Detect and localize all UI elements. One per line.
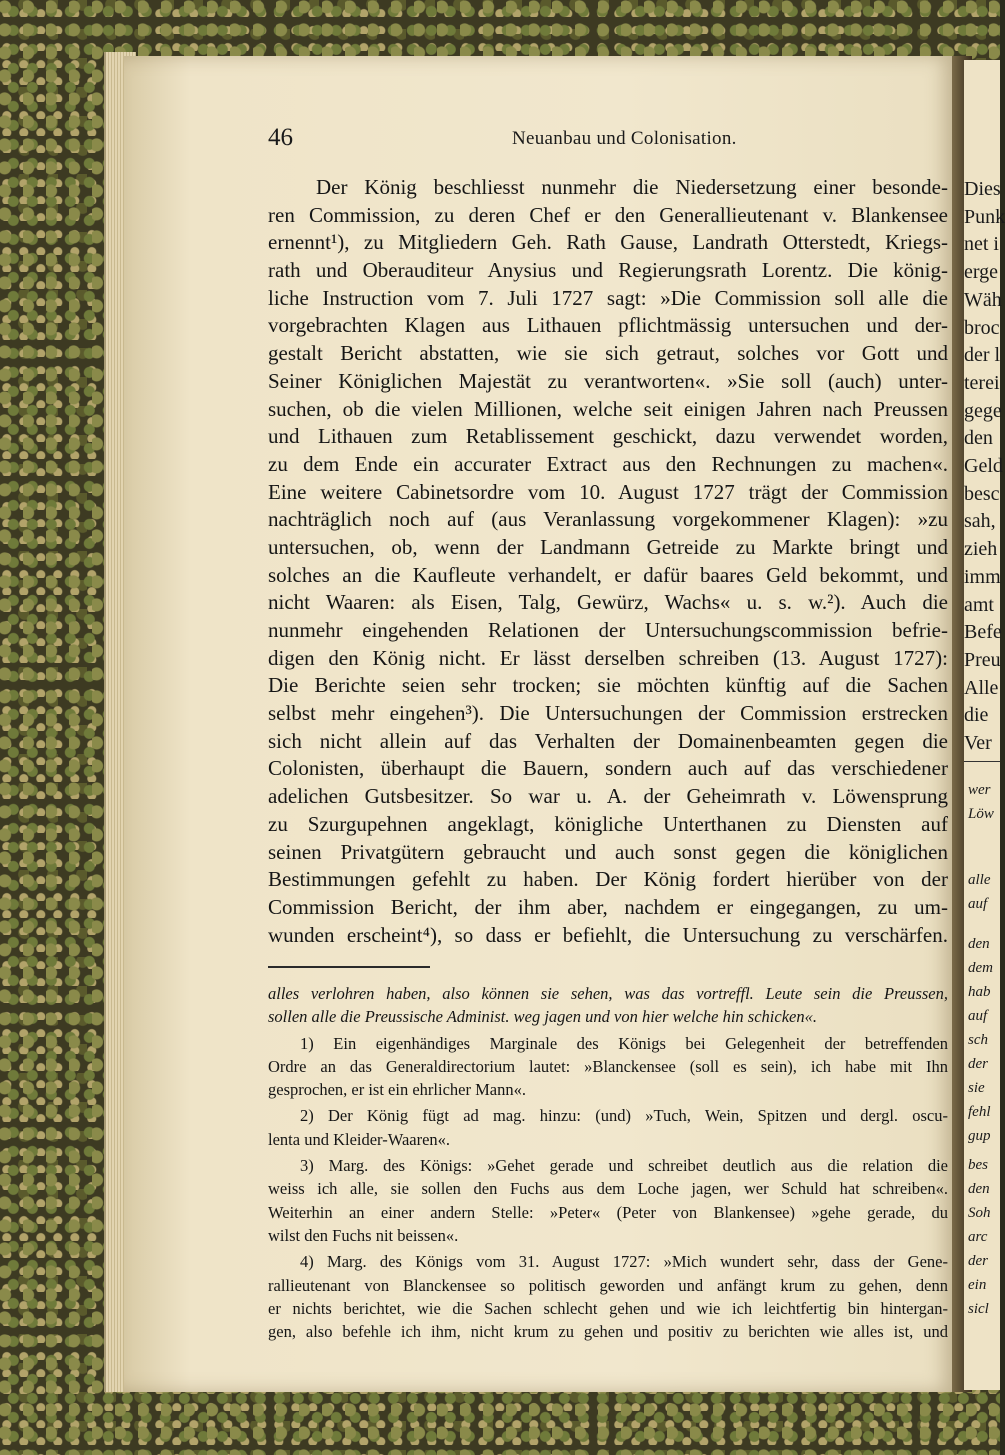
main-text <box>268 174 948 949</box>
facing-page-fragment-line: gege <box>964 399 1002 422</box>
text-line: Bestimmungen gefehlt zu haben. Der König fordert hierüber von der <box>268 867 948 892</box>
footnote-1-line: gesprochen, er ist ein ehrlicher Mann«. <box>268 1080 526 1100</box>
facing-page-fragment-line: amt <box>964 593 994 616</box>
facing-page-notes-d <box>968 1153 991 1321</box>
text-line: suchen, ob die vielen Millionen, welche seit einigen Jahren nach Preussen <box>268 396 948 421</box>
text-line: zu dem Ende ein accurater Extract aus den Rechnungen zu machen«. <box>268 451 948 476</box>
facing-page-fragment-line: hab <box>968 984 991 1000</box>
facing-page-fragment-line: den <box>968 1181 990 1197</box>
facing-page-fragment-line: Soh <box>968 1205 991 1221</box>
facing-page-fragment-line: dem <box>968 960 993 976</box>
text-line: ren Commission, zu deren Chef er den Generallieutenant v. Blankensee <box>268 202 948 227</box>
text-line: Die Berichte seien sehr trocken; sie möchten künftig auf die Sachen <box>268 673 948 698</box>
text-line: nachträglich noch auf (aus Veranlassung vorgekommener Klagen): »zu <box>268 507 948 532</box>
facing-page-fragment-line: sie <box>968 1080 985 1096</box>
text-line: adelichen Gutsbesitzer. So war u. A. der Geheimrath v. Löwensprung <box>268 784 948 809</box>
facing-page-fragment-line: Geld <box>964 455 1003 478</box>
text-line: wunden erscheint⁴), so dass er befiehlt, die Untersuchung zu verschärfen. <box>268 922 948 947</box>
facing-page-fragment-line: Preu <box>964 648 1001 671</box>
text-line: untersuchen, ob, wenn der Landmann Getreide zu Markte bringt und <box>268 534 948 559</box>
facing-page-fragment-line: der <box>968 1056 988 1072</box>
facing-page-fragment-line: Wäh <box>964 288 1002 311</box>
facing-page-fragment-line: ein <box>968 1277 987 1293</box>
text-line: solches an die Kaufleute verhandelt, er dafür baares Geld bekommt, und <box>268 562 948 587</box>
facing-page-fragment <box>964 60 1005 1390</box>
text-line: selbst mehr eingehen³). Die Untersuchungen der Commission erstrecken <box>268 701 948 726</box>
facing-page-fragment-line: gup <box>968 1128 991 1144</box>
facing-page-fragment-line: auf <box>968 1008 988 1024</box>
facing-page-fragment-line: den <box>968 936 990 952</box>
facing-page-notes-b <box>968 868 991 916</box>
footnote-4-line: er nichts berichtet, wie die Sachen schlecht gehen und wie ich leichtfertig bin hintergan- <box>268 1298 948 1318</box>
footnote-4-line: gen, also befehle ich ihm, nicht krum zu gehen und positiv zu berichten wie alles ist, und <box>268 1322 948 1342</box>
facing-page-fragment-line: sicl <box>968 1301 989 1317</box>
facing-page-fragment-line: alle <box>968 872 991 888</box>
running-title: Neuanbau und Colonisation. <box>512 128 737 149</box>
facing-page-fragment-line: terei <box>964 371 1000 394</box>
facing-page-fragment-line: sah, <box>964 510 996 533</box>
footnote-rule <box>268 966 430 968</box>
page-header <box>268 124 948 154</box>
facing-page-fragment-line: wer <box>968 782 991 798</box>
facing-page-fragment-line: fehl <box>968 1104 991 1120</box>
footnote-3-line: Weiterhin an einer andern Stelle: »Peter« (Peter von Blankensee) »gehe gerade, du <box>268 1202 948 1222</box>
footnote-2-line: lenta und Kleider-Waaren«. <box>268 1129 451 1149</box>
facing-page-fragment-line: der l <box>964 344 1001 367</box>
facing-page-rule <box>964 761 1000 762</box>
facing-page-fragment-line: Dies <box>964 178 1001 200</box>
facing-page-fragment-line: besc <box>964 482 1000 505</box>
footnote-3-line: 3) Marg. des Königs: »Gehet gerade und schreibet deutlich aus die relation die <box>300 1156 948 1176</box>
text-line: Commission Bericht, der ihm aber, nachdem er eingegangen, zu um- <box>268 894 948 919</box>
text-line: Eine weitere Cabinetsordre vom 10. August 1727 trägt der Commission <box>268 479 948 504</box>
page-number: 46 <box>268 124 293 151</box>
footnote-4-line: rallieutenant von Blanckensee so politisch geworden und anfängt krum zu gehen, denn <box>268 1275 948 1295</box>
facing-page-fragment-line: sch <box>968 1032 988 1048</box>
text-line: vorgebrachten Klagen aus Lithauen pflichtmässig untersuchen und der- <box>268 313 948 338</box>
facing-page-fragment-line: bes <box>968 1157 988 1173</box>
facing-page-fragment-line: den <box>964 427 993 450</box>
footnote-4-line: 4) Marg. des Königs vom 31. August 1727: »Mich wundert sehr, dass der Gene- <box>300 1252 948 1272</box>
text-line: digen den König nicht. Er lässt derselben schreiben (13. August 1727): <box>268 645 948 670</box>
facing-page-fragment-line: arc <box>968 1229 988 1245</box>
facing-page-fragment-line: Löw <box>968 806 994 822</box>
text-line: Seiner Königlichen Majestät zu verantworten«. »Sie soll (auch) unter- <box>268 368 948 393</box>
footnote-1-line: 1) Ein eigenhändiges Marginale des Königs bei Gelegenheit der betreffenden <box>300 1033 948 1053</box>
facing-page-fragment-line: zieh <box>964 538 998 561</box>
facing-page-fragment-line: Befe <box>964 621 1002 644</box>
facing-page-fragment-line: die <box>964 704 989 727</box>
text-line: sich nicht allein auf das Verhalten der Domainenbeamten gegen die <box>268 728 948 753</box>
facing-page-fragment-line: broc <box>964 316 1000 339</box>
facing-page-fragment-line: der <box>968 1253 988 1269</box>
facing-page-fragment-line: Ver <box>964 732 992 755</box>
facing-page-fragment-line: net i <box>964 233 999 256</box>
facing-page-fragment-line: Alle <box>964 676 999 699</box>
text-line: zu Szurgupehnen angeklagt, königliche Unterthanen zu Diensten auf <box>268 811 948 836</box>
footnote-continuation-line: alles verlohren haben, also können sie sehen, was das vortreffl. Leute sein die Preussen, <box>268 984 948 1003</box>
text-line: rath und Oberauditeur Anysius und Regierungsrath Lorentz. Die könig- <box>268 258 948 283</box>
text-line: liche Instruction vom 7. Juli 1727 sagt: »Die Commission soll alle die <box>268 285 948 310</box>
text-line: ernennt¹), zu Mitgliedern Geh. Rath Gause, Landrath Otterstedt, Kriegs- <box>268 230 948 255</box>
footnote-1-line: Ordre an das Generaldirectorium lautet: »Blanckensee (soll es sein), ich habe mit Ihn <box>268 1056 948 1076</box>
text-line: Der König beschliesst nunmehr die Niedersetzung einer besonde- <box>316 175 948 199</box>
facing-page-notes-a <box>968 778 994 826</box>
footnote-2-line: 2) Der König fügt ad mag. hinzu: (und) »Tuch, Wein, Spitzen und dergl. oscu- <box>300 1106 948 1126</box>
footnote-3-line: weiss ich alle, sie sollen den Fuchs aus dem Loche jagen, wer Schuld hat schreiben«. <box>268 1179 948 1199</box>
facing-page-fragment-line: imm <box>964 565 1001 588</box>
text-line: gestalt Bericht abstatten, wie sie sich getraut, solches vor Gott und <box>268 341 948 366</box>
text-line: Colonisten, überhaupt die Bauern, sondern auch auf das verschiedener <box>268 756 948 781</box>
text-line: und Lithauen zum Retablissement geschickt, dazu verwendet worden, <box>268 424 948 449</box>
facing-page-body <box>964 176 1005 758</box>
text-line: nicht Waaren: als Eisen, Talg, Gewürz, Wachs« u. s. w.²). Auch die <box>268 590 948 615</box>
text-line: nunmehr eingehenden Relationen der Untersuchungscommission befrie- <box>268 618 948 642</box>
facing-page-fragment-line: auf <box>968 896 988 912</box>
facing-page-fragment-line: Punk <box>964 205 1005 228</box>
footnote-3-line: wilst den Fuchs nit beissen«. <box>268 1225 459 1245</box>
footnotes <box>268 982 948 1343</box>
facing-page-notes-c <box>968 932 993 1148</box>
footnote-continuation-line: sollen alle die Preussische Administ. weg jagen und von hier welche hin schicken«. <box>268 1007 817 1027</box>
text-line: seinen Privatgütern gebraucht und auch sonst gegen die königlichen <box>268 839 948 864</box>
facing-page-fragment-line: erge <box>964 261 999 284</box>
